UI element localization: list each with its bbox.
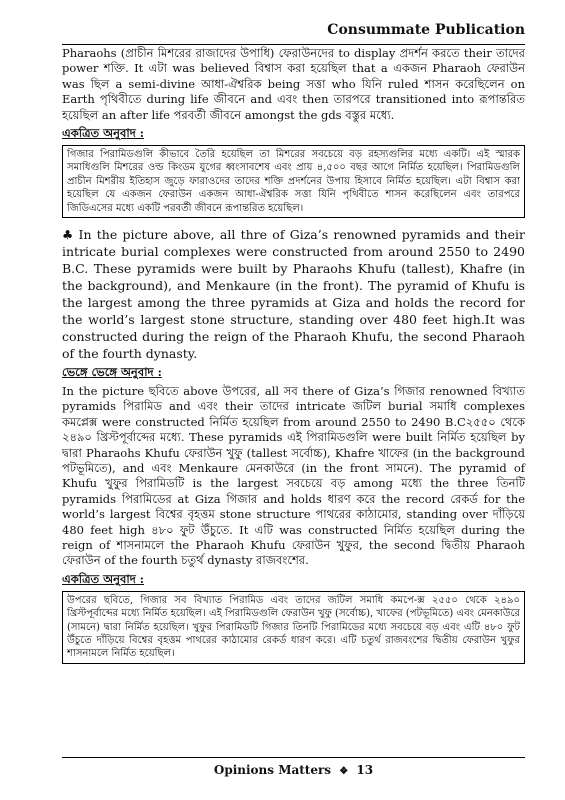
paragraph-5: উপরের ছবিতে, গিজার সব বিখ্যাত পিরামিড এবং তাদের জটিল সমাধি কমপে-ক্স ২৫৫০ থেকে ২৪৯০ খ্রিস্টপূর্বাব্দের মধ্যে নির্মিত হয়েছিল। এই পিরামিডগুলি ফেরাউন খুফু (সর্বোচ্চ), খাফের (পটভূমিতে) এবং মেনকাউরে (সামনে) দ্বারা নির্মিত হয়েছিল। খুফুর পিরামিডটি গিজার তিনটি পিরামিডের মধ্যে সবচেয়ে বড় এবং এটি ৪৮০ ফুট উঁচুতে দাঁড়িয়ে বিশ্বের বৃহত্তম পাথরের কাঠামোর রেকর্ড ধারণ করে। এটি চতুর্থ রাজবংশের দ্বিতীয় ফেরাউন খুফুর শাসনামলে নির্মিত হয়েছিল। — [67, 594, 520, 660]
diamond-icon: ❖ — [339, 766, 349, 777]
translation-box-1 — [62, 145, 525, 218]
content — [62, 46, 525, 672]
translation-box-2 — [62, 591, 525, 664]
paragraph-2: গিজার পিরামিডগুলি কীভাবে তৈরি হয়েছিল তা মিশরের সবচেয়ে বড় রহস্যগুলির মধ্যে একটি। এই স্মারক সমাধিগুলি মিশরের ওল্ড কিংডম যুগের ধ্বংসাবশেষ এবং প্রায় ৪,৫০০ বছর আগে নির্মিত হয়েছিল। পিরামিডগুলি প্রাচীন মিশরীয় ইতিহাস জুড়ে ফারাওদের তাদের শক্তি প্রদর্শনের উপায় হিসাবে নির্মিত হয়েছিল। এটা বিশ্বাস করা হয়েছিল যে একজন ফেরাউন একজন আধা-ঐশ্বরিক সত্তা যিনি পৃথিবীতে শাসন করেছিলেন এবং তারপরে জিডিএসের মধ্যে একটি পরবর্তী জীবনে রূপান্তরিত হয়েছিল। — [67, 149, 520, 214]
header-title: Consummate Publication — [327, 22, 525, 38]
heading-word-by-word: ভেঙ্গে ভেঙ্গে অনুবাদ : — [62, 364, 162, 379]
paragraph-3 — [62, 226, 525, 362]
page-header — [62, 18, 525, 45]
footer-text — [214, 763, 373, 777]
paragraph-3-text: In the picture above, all thre of Giza’s renowned pyramids and their intricate burial complexes were constructed from around 2550 to 2490 B.C. These pyramids were built by Pharaohs Khufu (tallest), Khafre (in the background), and Menkaure (in the front). The pyramid of Khufu is the largest among the three pyramids at Giza and holds the record for the world’s largest stone structure, standing over 480 feet high.It was constructed during the reign of the Pharaoh Khufu, the second Pharaoh of the fourth dynasty. — [62, 226, 525, 361]
paragraph-4: In the picture ছবিতে above উপরের, all সব there of Giza’s গিজার renowned বিখ্যাত pyramids পিরামিড and এবং their তাদের intricate জটিল burial সমাধি complexes কমপ্লেক্স were constructed নির্মিত হয়েছিল from around 2550 to 2490 B.C২৫৫০ থেকে ২৪৯০ খ্রিস্টপূর্বাব্দের মধ্যে. These pyramids এই পিরামিডগুলি were built নির্মিত হয়েছিল by দ্বারা Pharaohs Khufu ফেরাউন খুফু (tallest সর্বোচ্চ), Khafre খাফের (in the background পটভূমিতে), and এবং Menkaure মেনকাউরে (in the front সামনে). The pyramid of Khufu খুফুর পিরামিডটি is the largest সবচেয়ে বড় among মধ্যে the three তিনটি pyramids পিরামিডের at Giza গিজার and holds ধারণ করে the record রেকর্ড for the world’s largest বিশ্বের বৃহত্তম stone structure পাথরের কাঠামোর, standing over দাঁড়িয়ে 480 feet high ৪৮০ ফুট উঁচুতে. It এটি was constructed নির্মিত হয়েছিল during the reign of শাসনামলে the Pharaoh Khufu ফেরাউন খুফুর, the second দ্বিতীয় Pharaoh ফেরাউন of the fourth চতুর্থ dynasty রাজবংশের. — [62, 383, 525, 568]
heading-combined-translation-1: একত্রিত অনুবাদ : — [62, 126, 145, 141]
paragraph-1: Pharaohs (প্রাচীন মিশরের রাজাদের উপাধি) ফেরাউনদের to display প্রদর্শন করতে their তাদের power শক্তি. It এটা was believed বিশ্বাস করা হয়েছিল that a একজন Pharaoh ফেরাউন was ছিল a semi-divine আধা-ঐশ্বরিক being সত্তা who যিনি ruled শাসন করেছিলেন on Earth পৃথিবীতে during life জীবনে and এবং then তারপরে transitioned into রূপান্তরিত হয়েছিল an after life পরবর্তী জীবনে amongst the gds বস্তুর মধ্যে. — [62, 46, 525, 122]
heading-combined-translation-2: একত্রিত অনুবাদ : — [62, 571, 145, 586]
page-footer — [62, 757, 525, 786]
footer-title: Opinions Matters — [213, 763, 332, 777]
club-icon: ♣ — [62, 226, 75, 242]
page-number: 13 — [356, 763, 374, 777]
